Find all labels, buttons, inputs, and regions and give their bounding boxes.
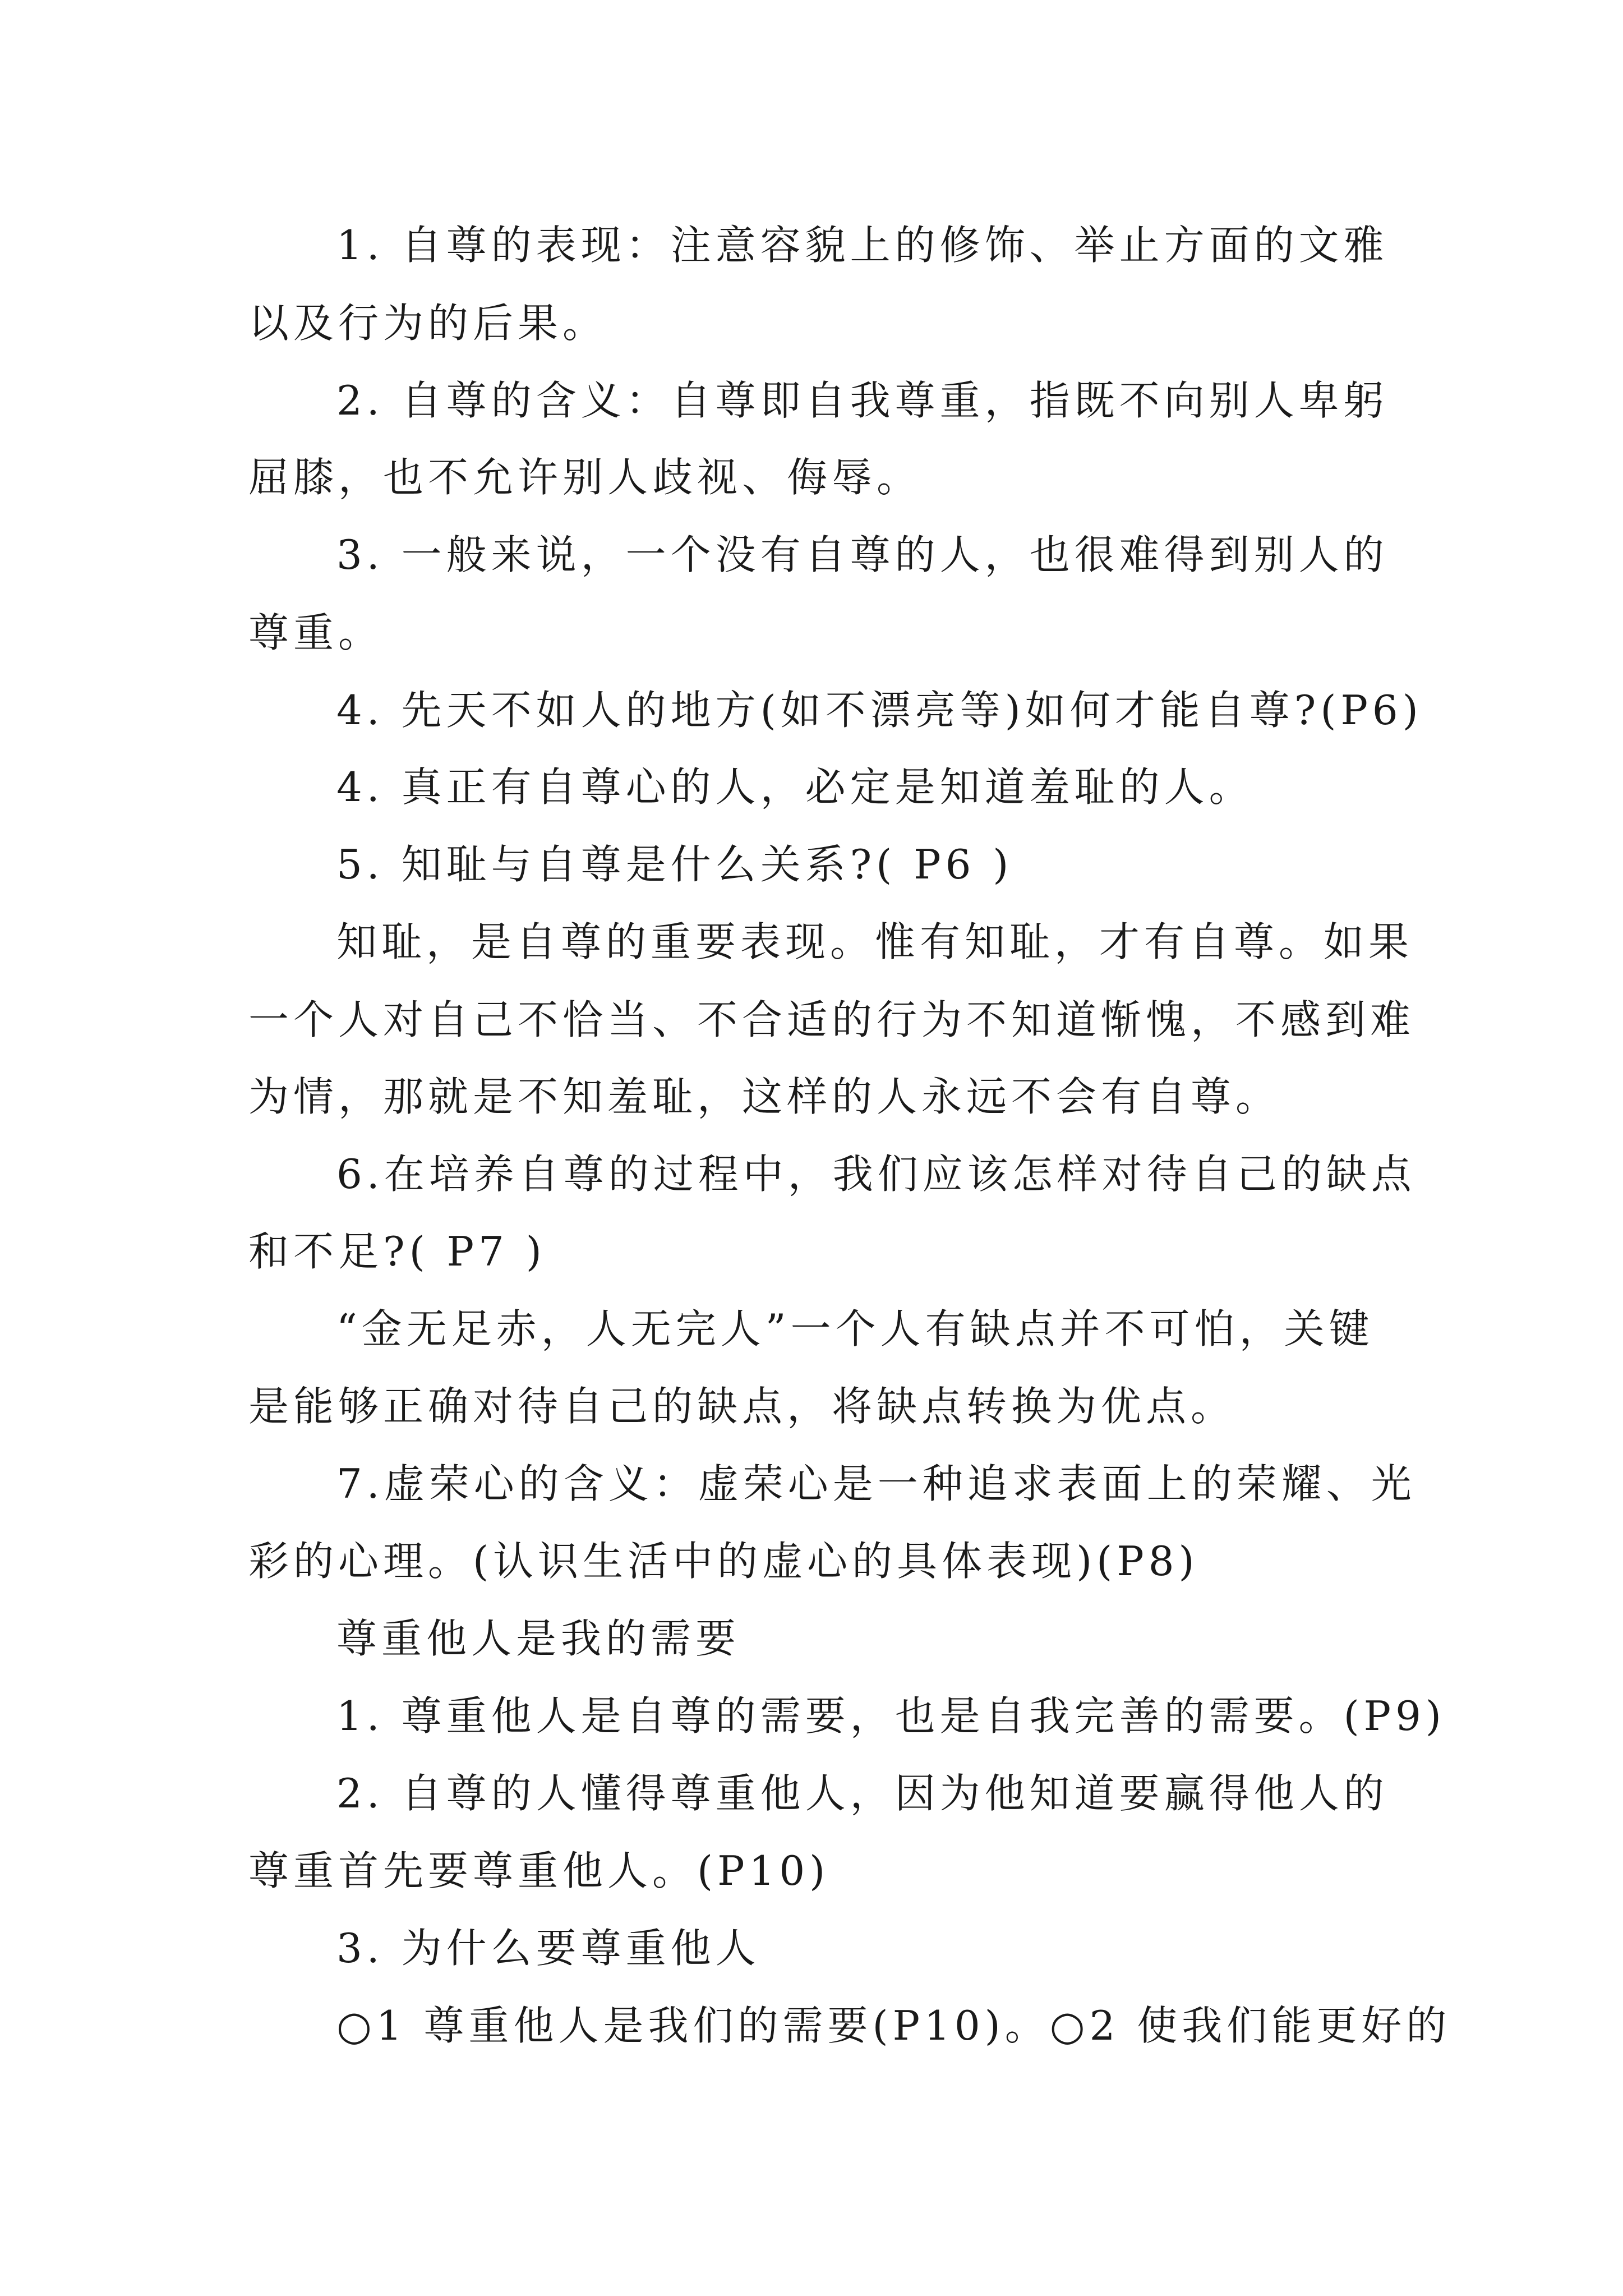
text-line: 是能够正确对待自己的缺点，将缺点转换为优点。 — [248, 1383, 1236, 1430]
text-line: 2. 自尊的含义：自尊即自我尊重，指既不向别人卑躬 — [336, 377, 1389, 424]
text-line: 以及行为的后果。 — [248, 300, 608, 347]
text-line: 7.虚荣心的含义：虚荣心是一种追求表面上的荣耀、光 — [336, 1460, 1416, 1507]
text-line: 尊重首先要尊重他人。(P10) — [248, 1847, 830, 1894]
text-line: 彩的心理。(认识生活中的虚心的具体表现)(P8) — [248, 1538, 1199, 1585]
text-line: 屈膝，也不允许别人歧视、侮辱。 — [248, 454, 922, 501]
text-line: “金无足赤，人无完人”一个人有缺点并不可怕，关键 — [336, 1305, 1374, 1352]
text-line: 和不足?( P7 ) — [248, 1228, 546, 1275]
text-line: 3. 一般来说，一个没有自尊的人，也很难得到别人的 — [336, 531, 1389, 578]
text-line: 6.在培养自尊的过程中，我们应该怎样对待自己的缺点 — [336, 1151, 1416, 1198]
section-heading: 尊重他人是我的需要 — [336, 1615, 741, 1662]
text-line: 4. 先天不如人的地方(如不漂亮等)如何才能自尊?(P6) — [336, 687, 1423, 734]
text-line: 1. 尊重他人是自尊的需要，也是自我完善的需要。(P9) — [336, 1692, 1446, 1740]
text-line: 为情，那就是不知羞耻，这样的人永远不会有自尊。 — [248, 1073, 1281, 1120]
text-line: 2. 自尊的人懂得尊重他人，因为他知道要赢得他人的 — [336, 1770, 1389, 1817]
text-line: 1. 自尊的表现：注意容貌上的修饰、举止方面的文雅 — [336, 222, 1389, 269]
text-line: 4. 真正有自尊心的人，必定是知道羞耻的人。 — [336, 763, 1254, 811]
text-line: 一个人对自己不恰当、不合适的行为不知道惭愧，不感到难 — [248, 996, 1415, 1043]
text-line: 知耻，是自尊的重要表现。惟有知耻，才有自尊。如果 — [336, 918, 1414, 965]
text-line: 尊重。 — [248, 609, 384, 656]
text-line: ○1 尊重他人是我们的需要(P10)。○2 使我们能更好的 — [336, 2002, 1451, 2049]
text-line: 3. 为什么要尊重他人 — [336, 1925, 760, 1972]
text-line: 5. 知耻与自尊是什么关系?( P6 ) — [336, 841, 1013, 888]
